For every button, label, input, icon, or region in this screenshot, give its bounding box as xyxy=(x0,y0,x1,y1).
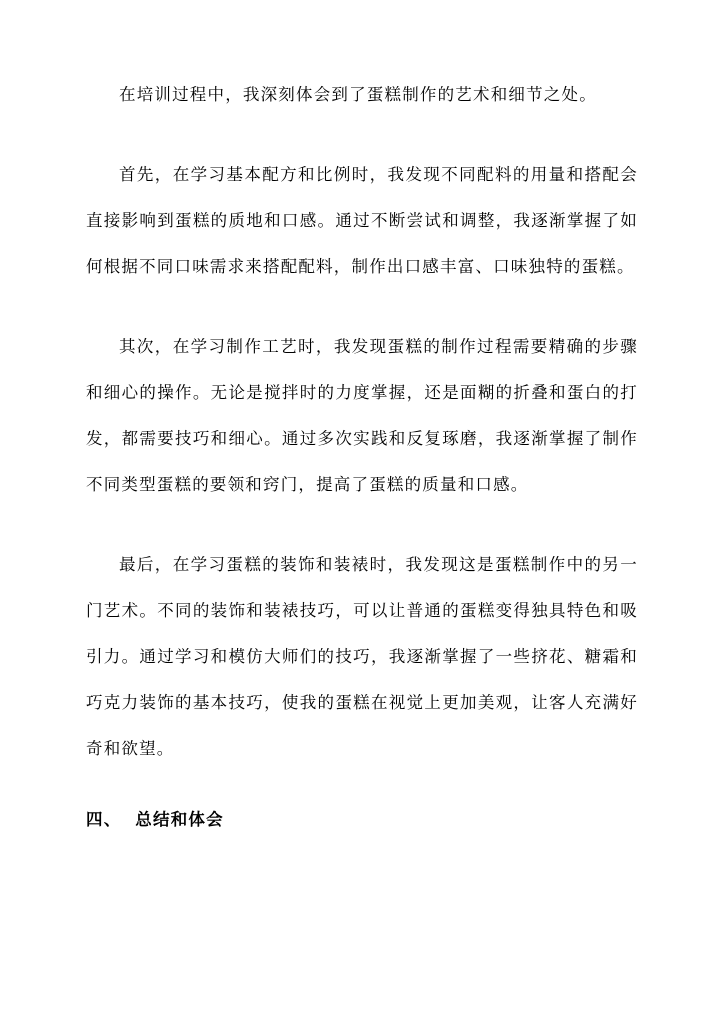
paragraph-intro: 在培训过程中，我深刻体会到了蛋糕制作的艺术和细节之处。 xyxy=(119,85,597,104)
document-page xyxy=(86,84,638,834)
paragraph-techniques: 其次，在学习制作工艺时，我发现蛋糕的制作过程需要精确的步骤和细心的操作。无论是搅拌时的力度掌握，还是面糊的折叠和蛋白的打发，都需要技巧和细心。通过多次实践和反复琢磨，我逐渐掌握了制作不同类型蛋糕的要领和窍门，提高了蛋糕的质量和口感。 xyxy=(86,337,638,494)
section-heading: 四、 总结和体会 xyxy=(86,810,224,829)
paragraph-decoration: 最后，在学习蛋糕的装饰和装裱时，我发现这是蛋糕制作中的另一门艺术。不同的装饰和装裱技巧，可以让普通的蛋糕变得独具特色和吸引力。通过学习和模仿大师们的技巧，我逐渐掌握了一些挤花、糖霜和巧克力装饰的基本技巧，使我的蛋糕在视觉上更加美观，让客人充满好奇和欲望。 xyxy=(86,555,638,758)
paragraph-recipes: 首先，在学习基本配方和比例时，我发现不同配料的用量和搭配会直接影响到蛋糕的质地和口感。通过不断尝试和调整，我逐渐掌握了如何根据不同口味需求来搭配配料，制作出口感丰富、口味独特的蛋糕。 xyxy=(86,165,638,276)
